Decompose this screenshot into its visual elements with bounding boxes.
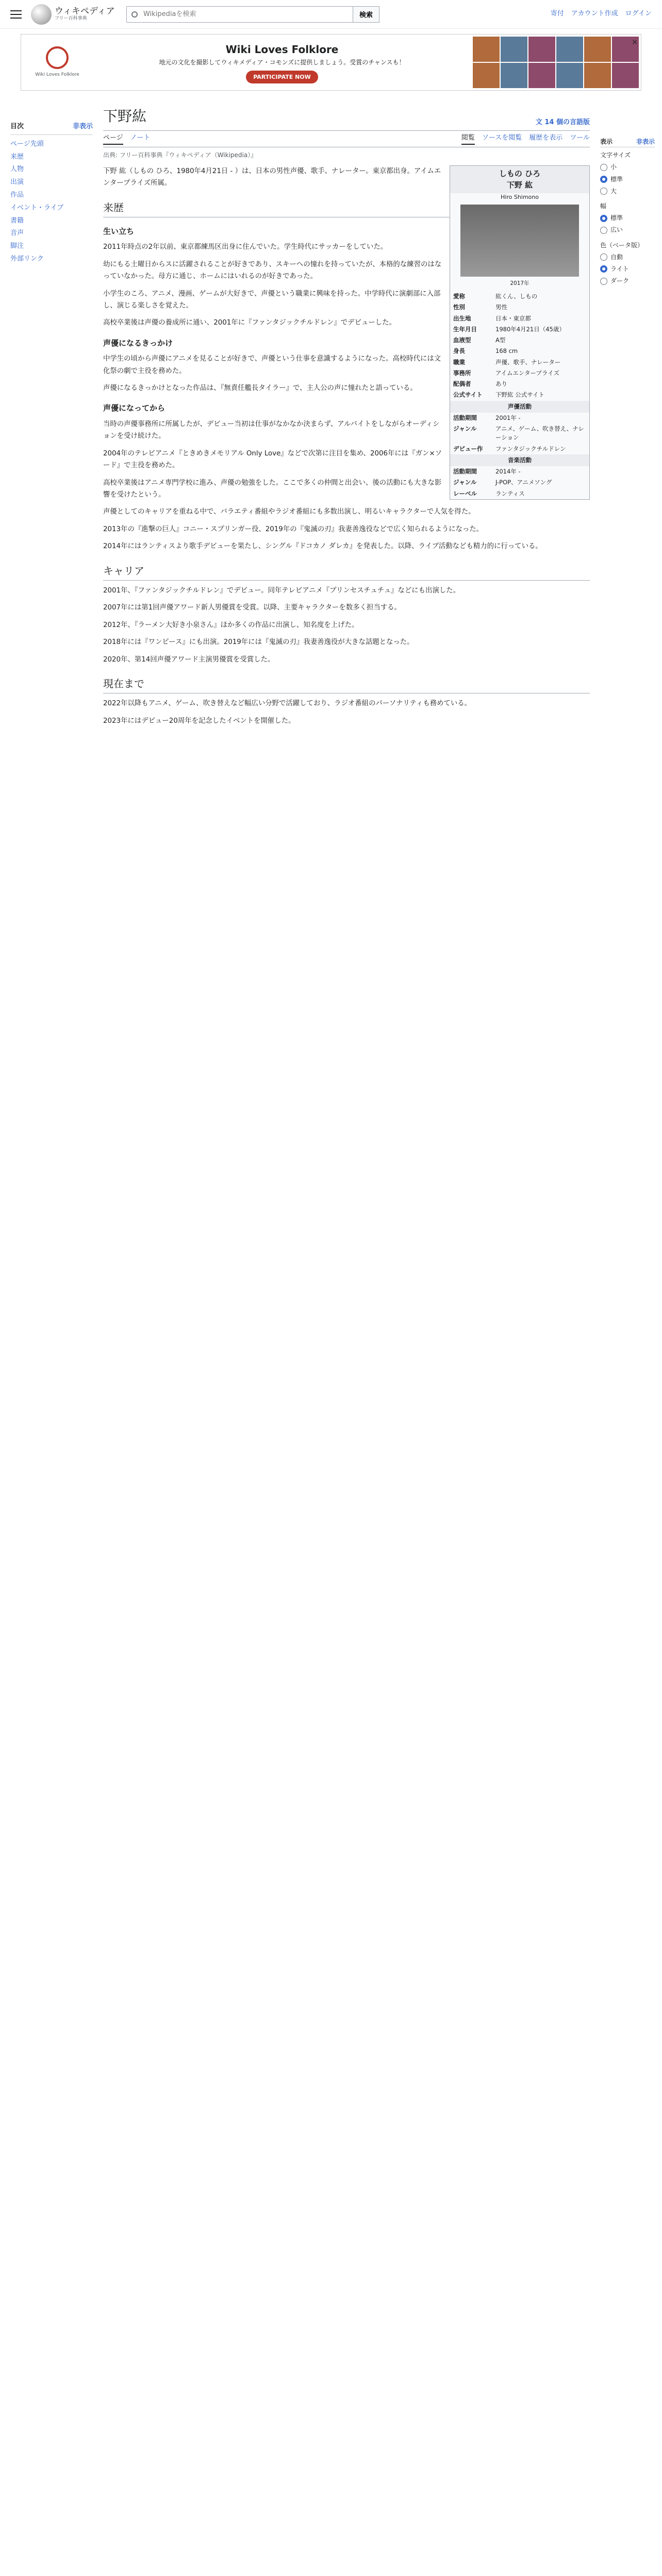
globe-icon: [31, 4, 52, 25]
donate-link[interactable]: 寄付: [550, 10, 564, 18]
toc-item[interactable]: ページ先頭: [10, 140, 44, 148]
infobox-section-voice: 声優活動: [450, 401, 589, 413]
top-bar: [0, 0, 662, 29]
campaign-banner: [21, 34, 641, 91]
infobox-row: [450, 466, 589, 477]
toc-title: 目次: [10, 123, 24, 130]
text-size-label: 文字サイズ: [600, 151, 631, 159]
text-size-small[interactable]: 小: [600, 162, 655, 172]
wikipedia-logo[interactable]: [31, 4, 121, 25]
infobox-row: [450, 423, 589, 444]
infobox-label: 血液型: [453, 336, 471, 344]
infobox-label: 出生地: [453, 314, 471, 322]
toc-item[interactable]: 書籍: [10, 216, 24, 225]
infobox-caption: 2017年: [510, 280, 529, 287]
toc-item[interactable]: 来歴: [10, 152, 24, 161]
tab-page[interactable]: ページ: [103, 133, 123, 145]
paragraph: 高校卒業後は声優の養成所に通い、2001年に『ファンタジックチルドレン』でデビューした。: [103, 319, 396, 327]
appearance-panel: [600, 91, 662, 732]
banner-close-icon[interactable]: ×: [632, 38, 638, 46]
search-form: [126, 6, 379, 23]
toc-item[interactable]: 出演: [10, 178, 24, 187]
infobox-row: [450, 313, 589, 324]
infobox-label: 生年月日: [453, 325, 477, 333]
banner-title: Wiki Loves Folklore: [225, 43, 339, 56]
toc-item[interactable]: 外部リンク: [10, 255, 44, 263]
section-heading: 現在まで: [103, 675, 590, 693]
infobox-row: [450, 368, 589, 379]
infobox-label: 愛称: [453, 293, 465, 300]
toc-item[interactable]: 作品: [10, 191, 24, 199]
infobox-value: アイムエンタープライズ: [495, 369, 559, 377]
infobox-row: [450, 488, 589, 499]
infobox-value: J-POP、アニメソング: [495, 479, 552, 486]
logo-subtitle: フリー百科事典: [55, 15, 87, 21]
infobox-value: 日本・東京都: [495, 314, 531, 322]
infobox-row: [450, 389, 589, 400]
infobox-value: 2001年 -: [495, 414, 521, 421]
paragraph: 当時の声優事務所に所属したが、デビュー当初は仕事がなかなか決まらず、アルバイトをしながらオーディションを受け続けた。: [103, 420, 440, 440]
infobox-value: あり: [495, 380, 507, 388]
search-input[interactable]: [126, 6, 353, 23]
width-standard[interactable]: 標準: [600, 213, 655, 223]
login-link[interactable]: ログイン: [625, 10, 652, 18]
text-size-large[interactable]: 大: [600, 187, 655, 196]
infobox-label: ジャンル: [453, 425, 477, 433]
subsection-heading: 声優になるきっかけ: [103, 338, 173, 348]
article-body: [103, 165, 590, 727]
infobox-row: [450, 413, 589, 423]
infobox-label: 身長: [453, 347, 465, 355]
infobox-name-en: Hiro Shimono: [501, 193, 539, 200]
toc-item[interactable]: 音声: [10, 229, 24, 238]
infobox-value: 1980年4月21日（45歳）: [495, 325, 565, 333]
infobox-value: A型: [495, 336, 506, 344]
paragraph: 声優としてのキャリアを重ねる中で、バラエティ番組やラジオ番組にも多数出演し、明るいキャラクターで人気を得た。: [103, 508, 475, 516]
infobox-row: [450, 302, 589, 313]
infobox-value: アニメ、ゲーム、吹き替え、ナレーション: [495, 425, 585, 442]
infobox-row: [450, 379, 589, 389]
portrait-image[interactable]: [460, 205, 579, 277]
infobox-label: 公式サイト: [453, 391, 483, 399]
width-label: 幅: [600, 202, 607, 210]
subsection-heading: 生い立ち: [103, 226, 135, 236]
paragraph: 2023年にはデビュー20周年を記念したイベントを開催した。: [103, 717, 295, 725]
infobox-row: [450, 346, 589, 357]
appearance-hide-button[interactable]: 非表示: [636, 138, 655, 145]
text-size-standard[interactable]: 標準: [600, 175, 655, 184]
infobox-row: [450, 357, 589, 368]
infobox-value: 下野紘 公式サイト: [495, 391, 544, 399]
from-line: 出典: フリー百科事典『ウィキペディア（Wikipedia）』: [103, 151, 257, 159]
paragraph: 2013年の『進撃の巨人』コニー・スプリンガー役、2019年の『鬼滅の刃』我妻善逸役などで広く知られるようになった。: [103, 525, 484, 533]
appearance-title: 表示: [600, 138, 613, 145]
infobox-label: 性別: [453, 303, 465, 311]
infobox-label: デビュー作: [453, 445, 483, 452]
infobox-label: ジャンル: [453, 479, 477, 486]
tab-read[interactable]: 閲覧: [461, 133, 475, 145]
infobox-row: [450, 335, 589, 346]
section-heading: キャリア: [103, 562, 590, 581]
infobox-name: しもの ひろ 下野 紘: [450, 166, 589, 193]
campaign-logo-icon: [46, 46, 69, 69]
color-dark[interactable]: ダーク: [600, 276, 655, 286]
infobox-label: 活動期間: [453, 468, 477, 476]
create-account-link[interactable]: アカウント作成: [571, 10, 618, 18]
participate-button[interactable]: PARTICIPATE NOW: [246, 71, 318, 84]
infobox-value: 声優、歌手、ナレーター: [495, 358, 561, 366]
infobox-value: ファンタジックチルドレン: [495, 445, 566, 452]
toc-item[interactable]: イベント・ライブ: [10, 204, 64, 212]
infobox-value: ランティス: [495, 489, 525, 497]
paragraph: 2020年、第14回声優アワード主演男優賞を受賞した。: [103, 655, 275, 664]
main-content: [93, 91, 600, 732]
infobox-section-music: 音楽活動: [450, 454, 589, 466]
infobox-value: 2014年 -: [495, 468, 521, 476]
infobox-value: 男性: [495, 303, 507, 311]
toc-item[interactable]: 人物: [10, 165, 24, 174]
color-light[interactable]: ライト: [600, 264, 655, 274]
infobox-row: [450, 324, 589, 335]
logo-title: ウィキペディア: [55, 6, 115, 17]
infobox-row: [450, 444, 589, 454]
tab-history[interactable]: 履歴を表示: [529, 134, 563, 142]
paragraph: 2007年には第1回声優アワード新人男優賞を受賞。以降、主要キャラクターを数多く担当する。: [103, 604, 401, 612]
infobox-label: レーベル: [453, 489, 477, 497]
paragraph: 2018年には『ワンピース』にも出演。2019年には『鬼滅の刃』我妻善逸役が大きな話題となった。: [103, 638, 414, 647]
infobox-label: 職業: [453, 358, 465, 366]
tab-view-source[interactable]: ソースを閲覧: [482, 134, 522, 142]
paragraph: 2022年以降もアニメ、ゲーム、吹き替えなど幅広い分野で活躍しており、ラジオ番組のパーソナリティも務めている。: [103, 700, 472, 708]
paragraph: 2014年にはランティスより歌手デビューを果たし、シングル『ドコカノ ダレカ』を発表した。以降、ライブ活動なども精力的に行っている。: [103, 543, 542, 551]
paragraph: 幼にもる土曜日からスに活躍されることが好きであり、スキーへの憧れを持っていたが、本格的な練習のはなっていなかった。母方に通じ、ホームにはいれるのが好きであった。: [103, 260, 442, 281]
color-label: 色（ベータ版）: [600, 241, 644, 249]
search-icon: [131, 11, 138, 18]
paragraph: 2001年、『ファンタジックチルドレン』でデビュー。同年テレビアニメ『プリンセスチュチュ』などにも出演した。: [103, 586, 460, 595]
lead-paragraph: 下野 紘（しもの ひろ、1980年4月21日 - ）は、日本の男性声優、歌手、ナレーター。東京都出身。アイムエンタープライズ所属。: [103, 167, 441, 188]
search-button[interactable]: 検索: [353, 6, 379, 23]
page-title: 下野紘: [103, 108, 147, 125]
toc-sidebar: [10, 91, 93, 732]
infobox-row: [450, 477, 589, 488]
toc-hide-button[interactable]: 非表示: [72, 123, 93, 130]
banner-text: 地元の文化を撮影してウィキメディア・コモンズに提供しましょう。受賞のチャンスも！: [159, 58, 405, 66]
subsection-heading: 声優になってから: [103, 403, 166, 413]
paragraph: 2012年、『ラーメン大好き小泉さん』ほか多くの作品に出演し、知名度を上げた。: [103, 621, 359, 629]
infobox-value: 168 cm: [495, 347, 518, 355]
infobox: [450, 165, 590, 500]
infobox-label: 活動期間: [453, 414, 477, 421]
paragraph: 小学生のころ、アニメ、漫画、ゲームが大好きで、声優という職業に興味を持った。中学時代に演劇部に入部し、演じる楽しさを覚えた。: [103, 290, 441, 310]
section-heading: 来歴: [103, 199, 590, 217]
tab-talk[interactable]: ノート: [130, 134, 151, 142]
infobox-value: 紘くん、しもの: [495, 293, 538, 300]
color-auto[interactable]: 自動: [600, 252, 655, 262]
paragraph: 高校卒業後はアニメ専門学校に進み、声優の勉強をした。ここで多くの仲間と出会い、後の活動にも大きな影響を受けたという。: [103, 479, 442, 499]
campaign-org: Wiki Loves Folklore: [35, 72, 79, 77]
infobox-label: 事務所: [453, 369, 471, 377]
banner-photos: [471, 35, 641, 90]
toc-item[interactable]: 脚注: [10, 242, 24, 250]
paragraph: 2004年のテレビアニメ『ときめきメモリアル Only Love』などで次第に注目を集め、2006年には『ガン×ソード』で主役を務めた。: [103, 449, 442, 470]
width-wide[interactable]: 広い: [600, 225, 655, 235]
main-menu-icon[interactable]: [10, 10, 22, 19]
paragraph: 中学生の頃から声優にアニメを見ることが好きで、声優という仕事を意識するようになった。高校時代には文化祭の劇で主役を務めた。: [103, 355, 441, 375]
language-button[interactable]: 文 14 個の言語版: [535, 118, 590, 126]
tab-tools[interactable]: ツール: [570, 134, 590, 142]
paragraph: 2011年時点の2年以前、東京都練馬区出身に住んでいた。学生時代にサッカーをしていた。: [103, 243, 388, 251]
infobox-row: [450, 291, 589, 302]
infobox-label: 配偶者: [453, 380, 471, 388]
paragraph: 声優になるきっかけとなった作品は、『無責任艦長タイラー』で、主人公の声に憧れたと語っている。: [103, 384, 417, 393]
